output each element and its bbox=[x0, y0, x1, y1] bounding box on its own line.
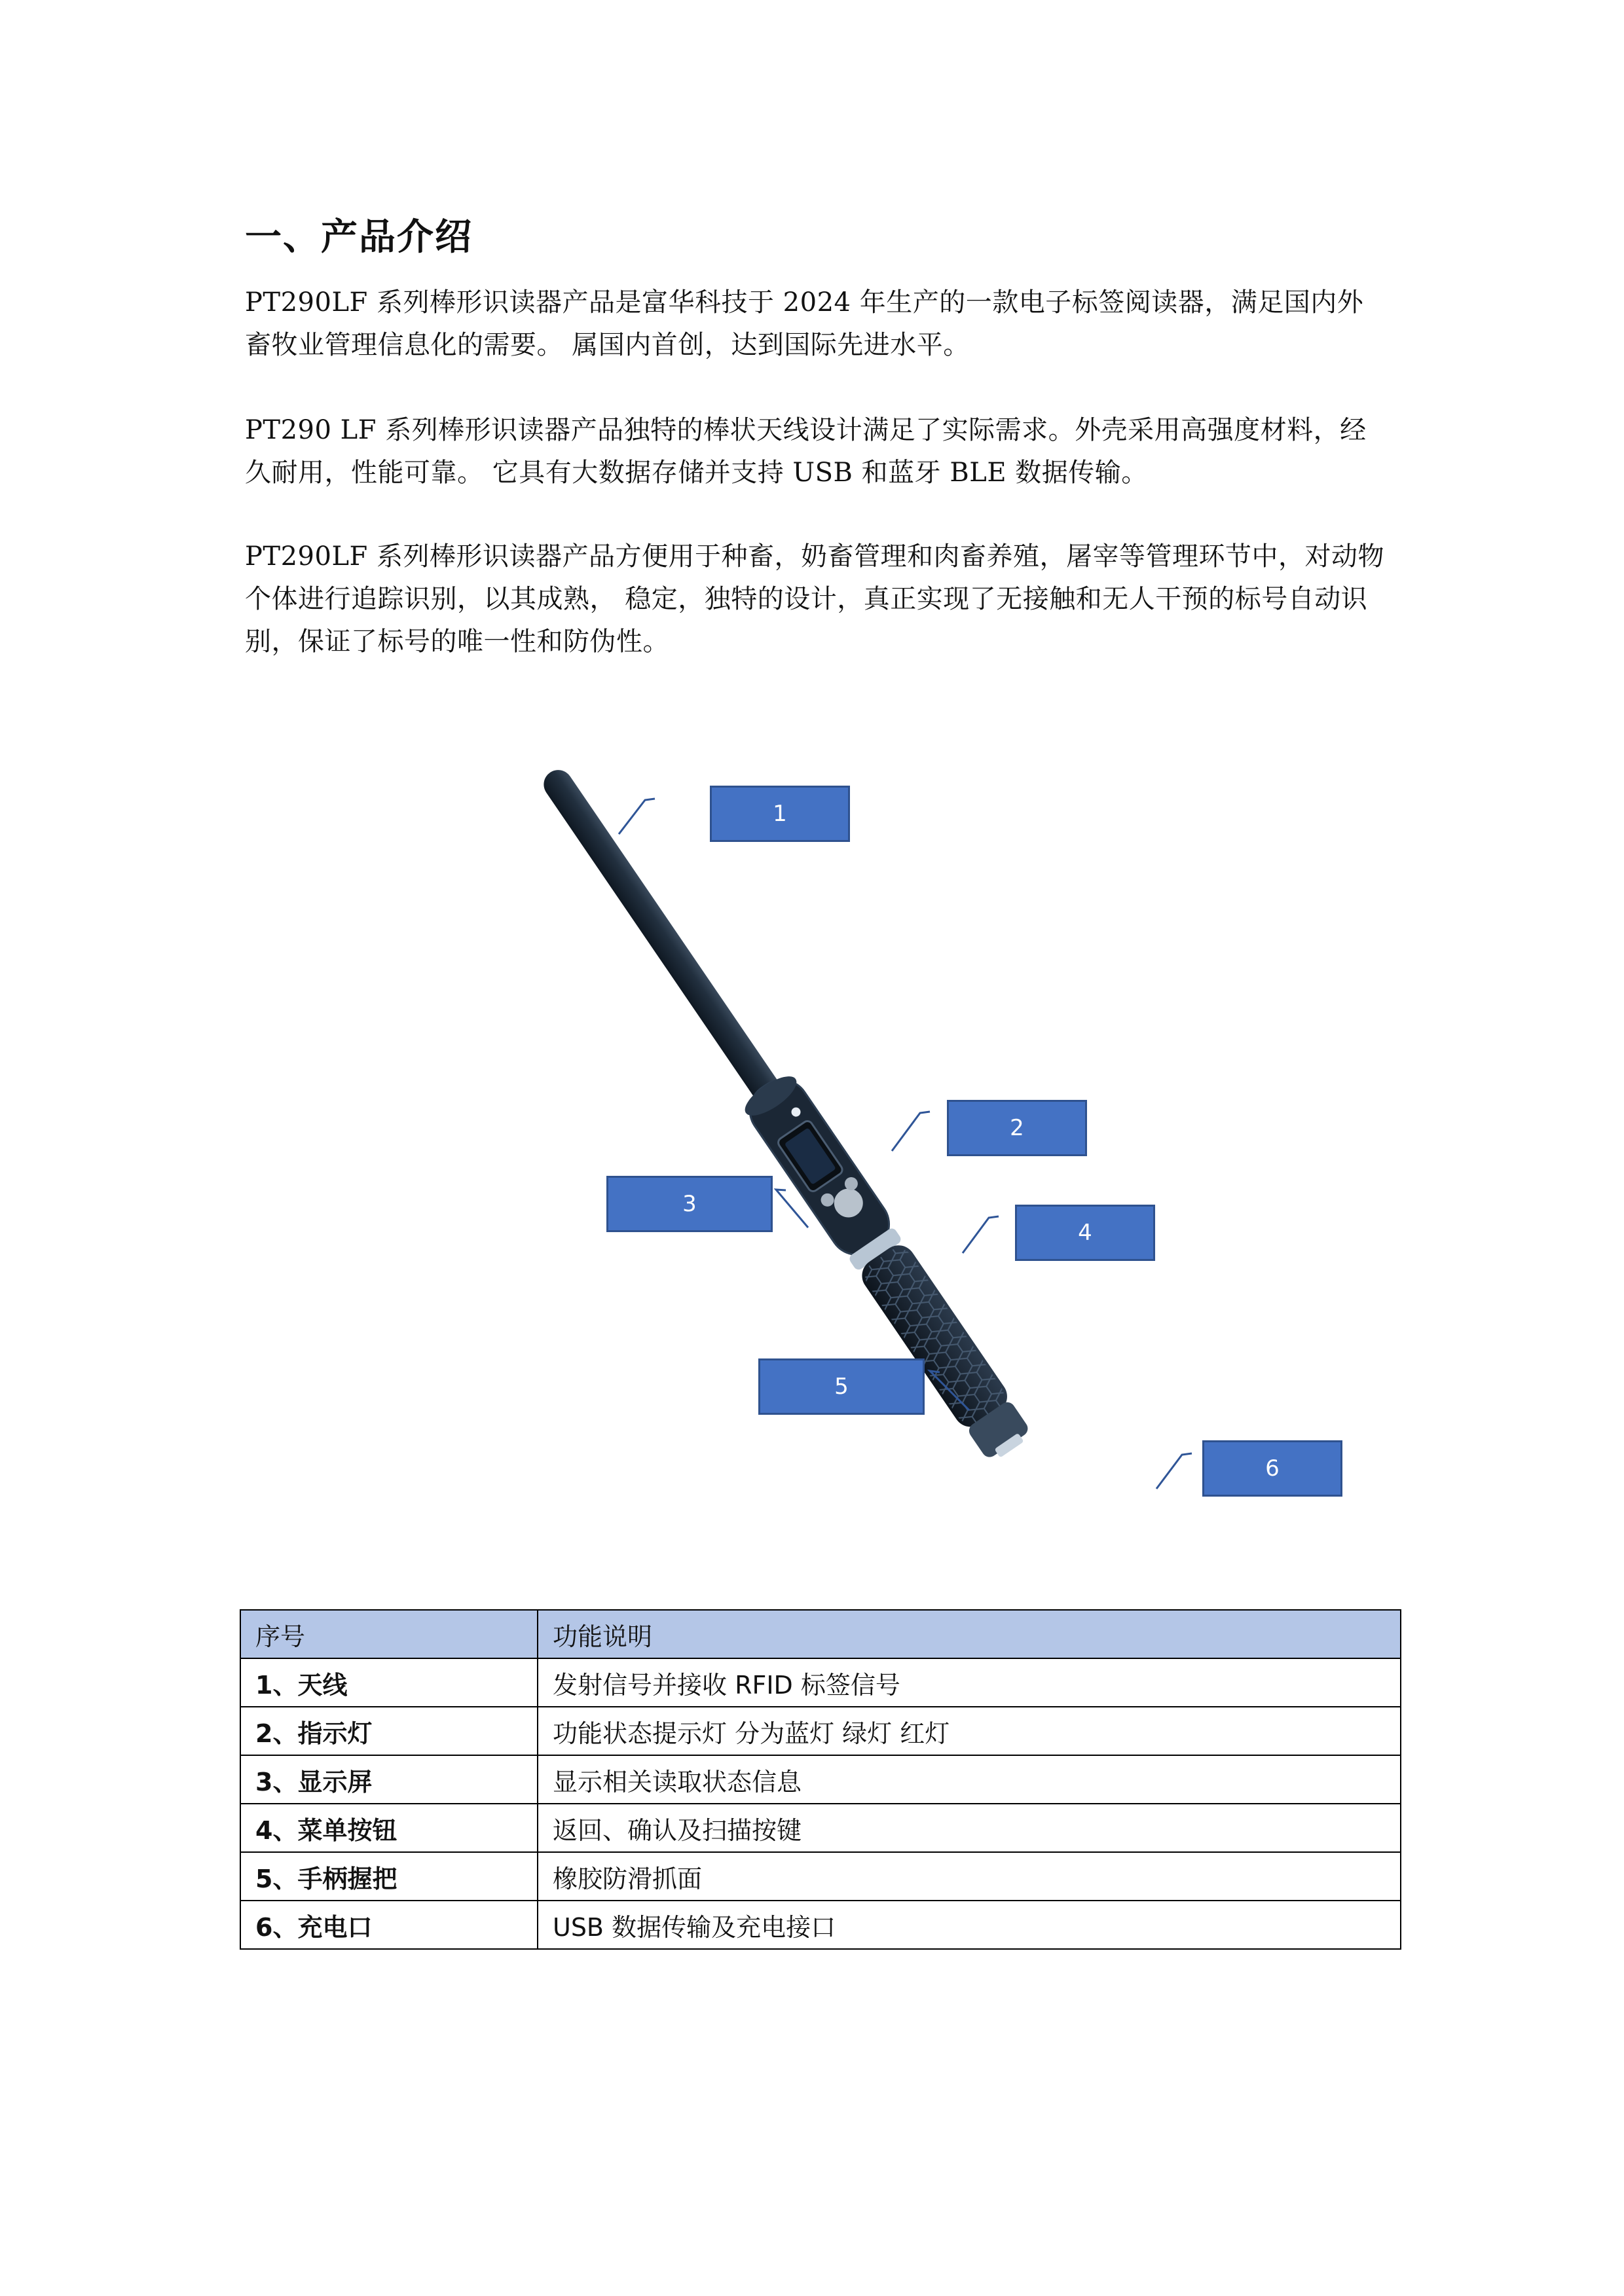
callout-6-charging-port: 6 bbox=[1202, 1440, 1342, 1497]
table-row bbox=[240, 1658, 1401, 1707]
intro-paragraph-2: PT290 LF 系列棒形识读器产品独特的棒状天线设计满足了实际需求。外壳采用高强度材料，经久耐用，性能可靠。 它具有大数据存储并支持 USB 和蓝牙 BLE 数据传输。 bbox=[245, 415, 1367, 488]
row-item: 4、菜单按钮 bbox=[240, 1804, 538, 1852]
row-description: USB 数据传输及充电接口 bbox=[538, 1901, 1401, 1949]
product-figure bbox=[511, 753, 1362, 1558]
table-row bbox=[240, 1901, 1401, 1949]
callout-1-antenna: 1 bbox=[710, 786, 850, 842]
row-description: 橡胶防滑抓面 bbox=[538, 1852, 1401, 1901]
callout-4-buttons: 4 bbox=[1015, 1205, 1155, 1261]
intro-paragraph-3: PT290LF 系列棒形识读器产品方便用于种畜，奶畜管理和肉畜养殖，屠宰等管理环节中，对动物个体进行追踪识别，以其成熟， 稳定，独特的设计，真正实现了无接触和无人干预的标号自动识别，保证了标号的唯一性和防伪性。 bbox=[245, 541, 1384, 657]
row-description: 返回、确认及扫描按键 bbox=[538, 1804, 1401, 1852]
row-item: 1、天线 bbox=[240, 1658, 538, 1707]
callout-2-indicator: 2 bbox=[947, 1100, 1087, 1156]
header-index: 序号 bbox=[240, 1610, 538, 1658]
callout-3-screen: 3 bbox=[606, 1176, 773, 1232]
table-row bbox=[240, 1852, 1401, 1901]
table-header-row bbox=[240, 1610, 1401, 1658]
row-description: 发射信号并接收 RFID 标签信号 bbox=[538, 1658, 1401, 1707]
table-row bbox=[240, 1707, 1401, 1755]
row-item: 6、充电口 bbox=[240, 1901, 538, 1949]
row-item: 3、显示屏 bbox=[240, 1755, 538, 1804]
intro-paragraph-1: PT290LF 系列棒形识读器产品是富华科技于 2024 年生产的一款电子标签阅读器，满足国内外畜牧业管理信息化的需要。 属国内首创，达到国际先进水平。 bbox=[245, 287, 1364, 360]
function-table bbox=[240, 1609, 1401, 1950]
table-row bbox=[240, 1804, 1401, 1852]
rfid-wand-reader-image bbox=[511, 753, 1362, 1558]
header-description: 功能说明 bbox=[538, 1610, 1401, 1658]
row-description: 显示相关读取状态信息 bbox=[538, 1755, 1401, 1804]
section-heading: 一、产品介绍 bbox=[245, 216, 473, 259]
row-item: 5、手柄握把 bbox=[240, 1852, 538, 1901]
callout-5-grip: 5 bbox=[758, 1358, 925, 1415]
row-item: 2、指示灯 bbox=[240, 1707, 538, 1755]
row-description: 功能状态提示灯 分为蓝灯 绿灯 红灯 bbox=[538, 1707, 1401, 1755]
table-row bbox=[240, 1755, 1401, 1804]
